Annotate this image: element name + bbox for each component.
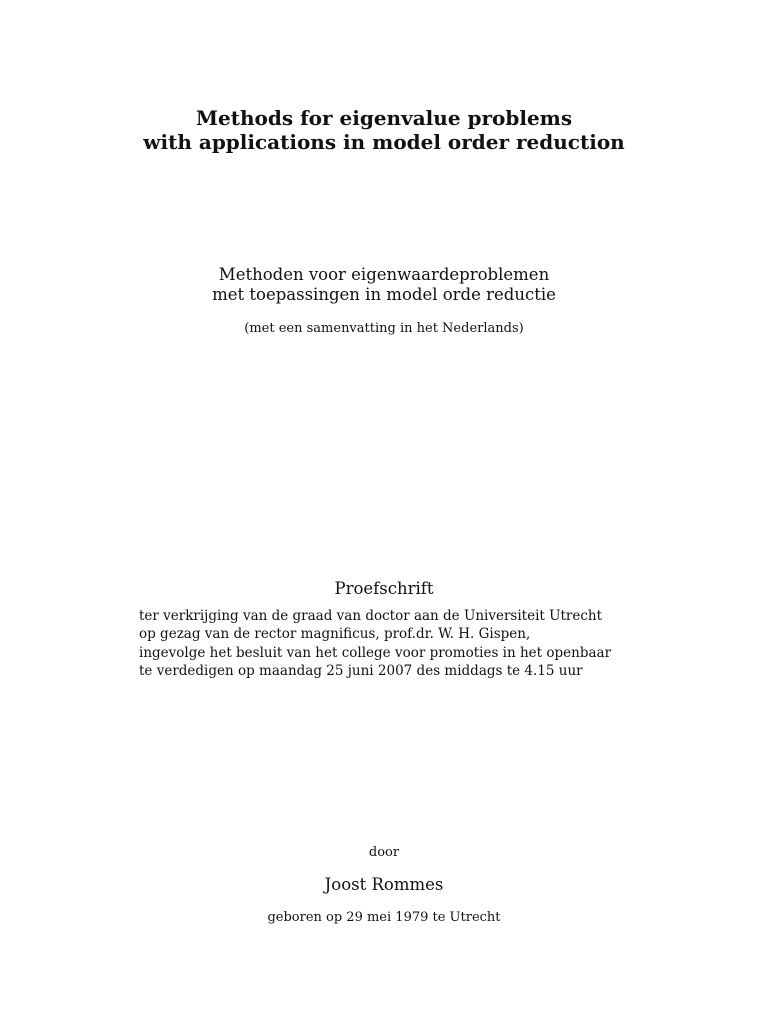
dutch-summary-note: (met een samenvatting in het Nederlands) bbox=[244, 321, 524, 336]
by-label: door bbox=[368, 845, 400, 860]
dutch-title bbox=[0, 265, 768, 305]
author-name: Joost Rommes bbox=[324, 875, 444, 894]
statement-line: op gezag van de rector magnificus, prof.dr. W. H. Gispen, bbox=[139, 626, 531, 643]
statement-line: te verdedigen op maandag 25 juni 2007 des middags te 4.15 uur bbox=[139, 662, 583, 679]
thesis-title bbox=[0, 106, 768, 154]
thesis-title-line-1: Methods for eigenvalue problems bbox=[195, 106, 573, 130]
proefschrift-statement bbox=[139, 607, 659, 680]
thesis-title-line-2: with applications in model order reduction bbox=[143, 130, 625, 154]
author-birth-info: geboren op 29 mei 1979 te Utrecht bbox=[267, 910, 501, 925]
dutch-title-line-1: Methoden voor eigenwaardeproblemen bbox=[218, 265, 550, 284]
dutch-title-line-2: met toepassingen in model orde reductie bbox=[212, 285, 556, 304]
proefschrift-heading: Proefschrift bbox=[334, 579, 434, 598]
statement-line: ingevolge het besluit van het college voor promoties in het openbaar bbox=[139, 644, 612, 661]
statement-line: ter verkrijging van de graad van doctor aan de Universiteit Utrecht bbox=[139, 608, 603, 624]
